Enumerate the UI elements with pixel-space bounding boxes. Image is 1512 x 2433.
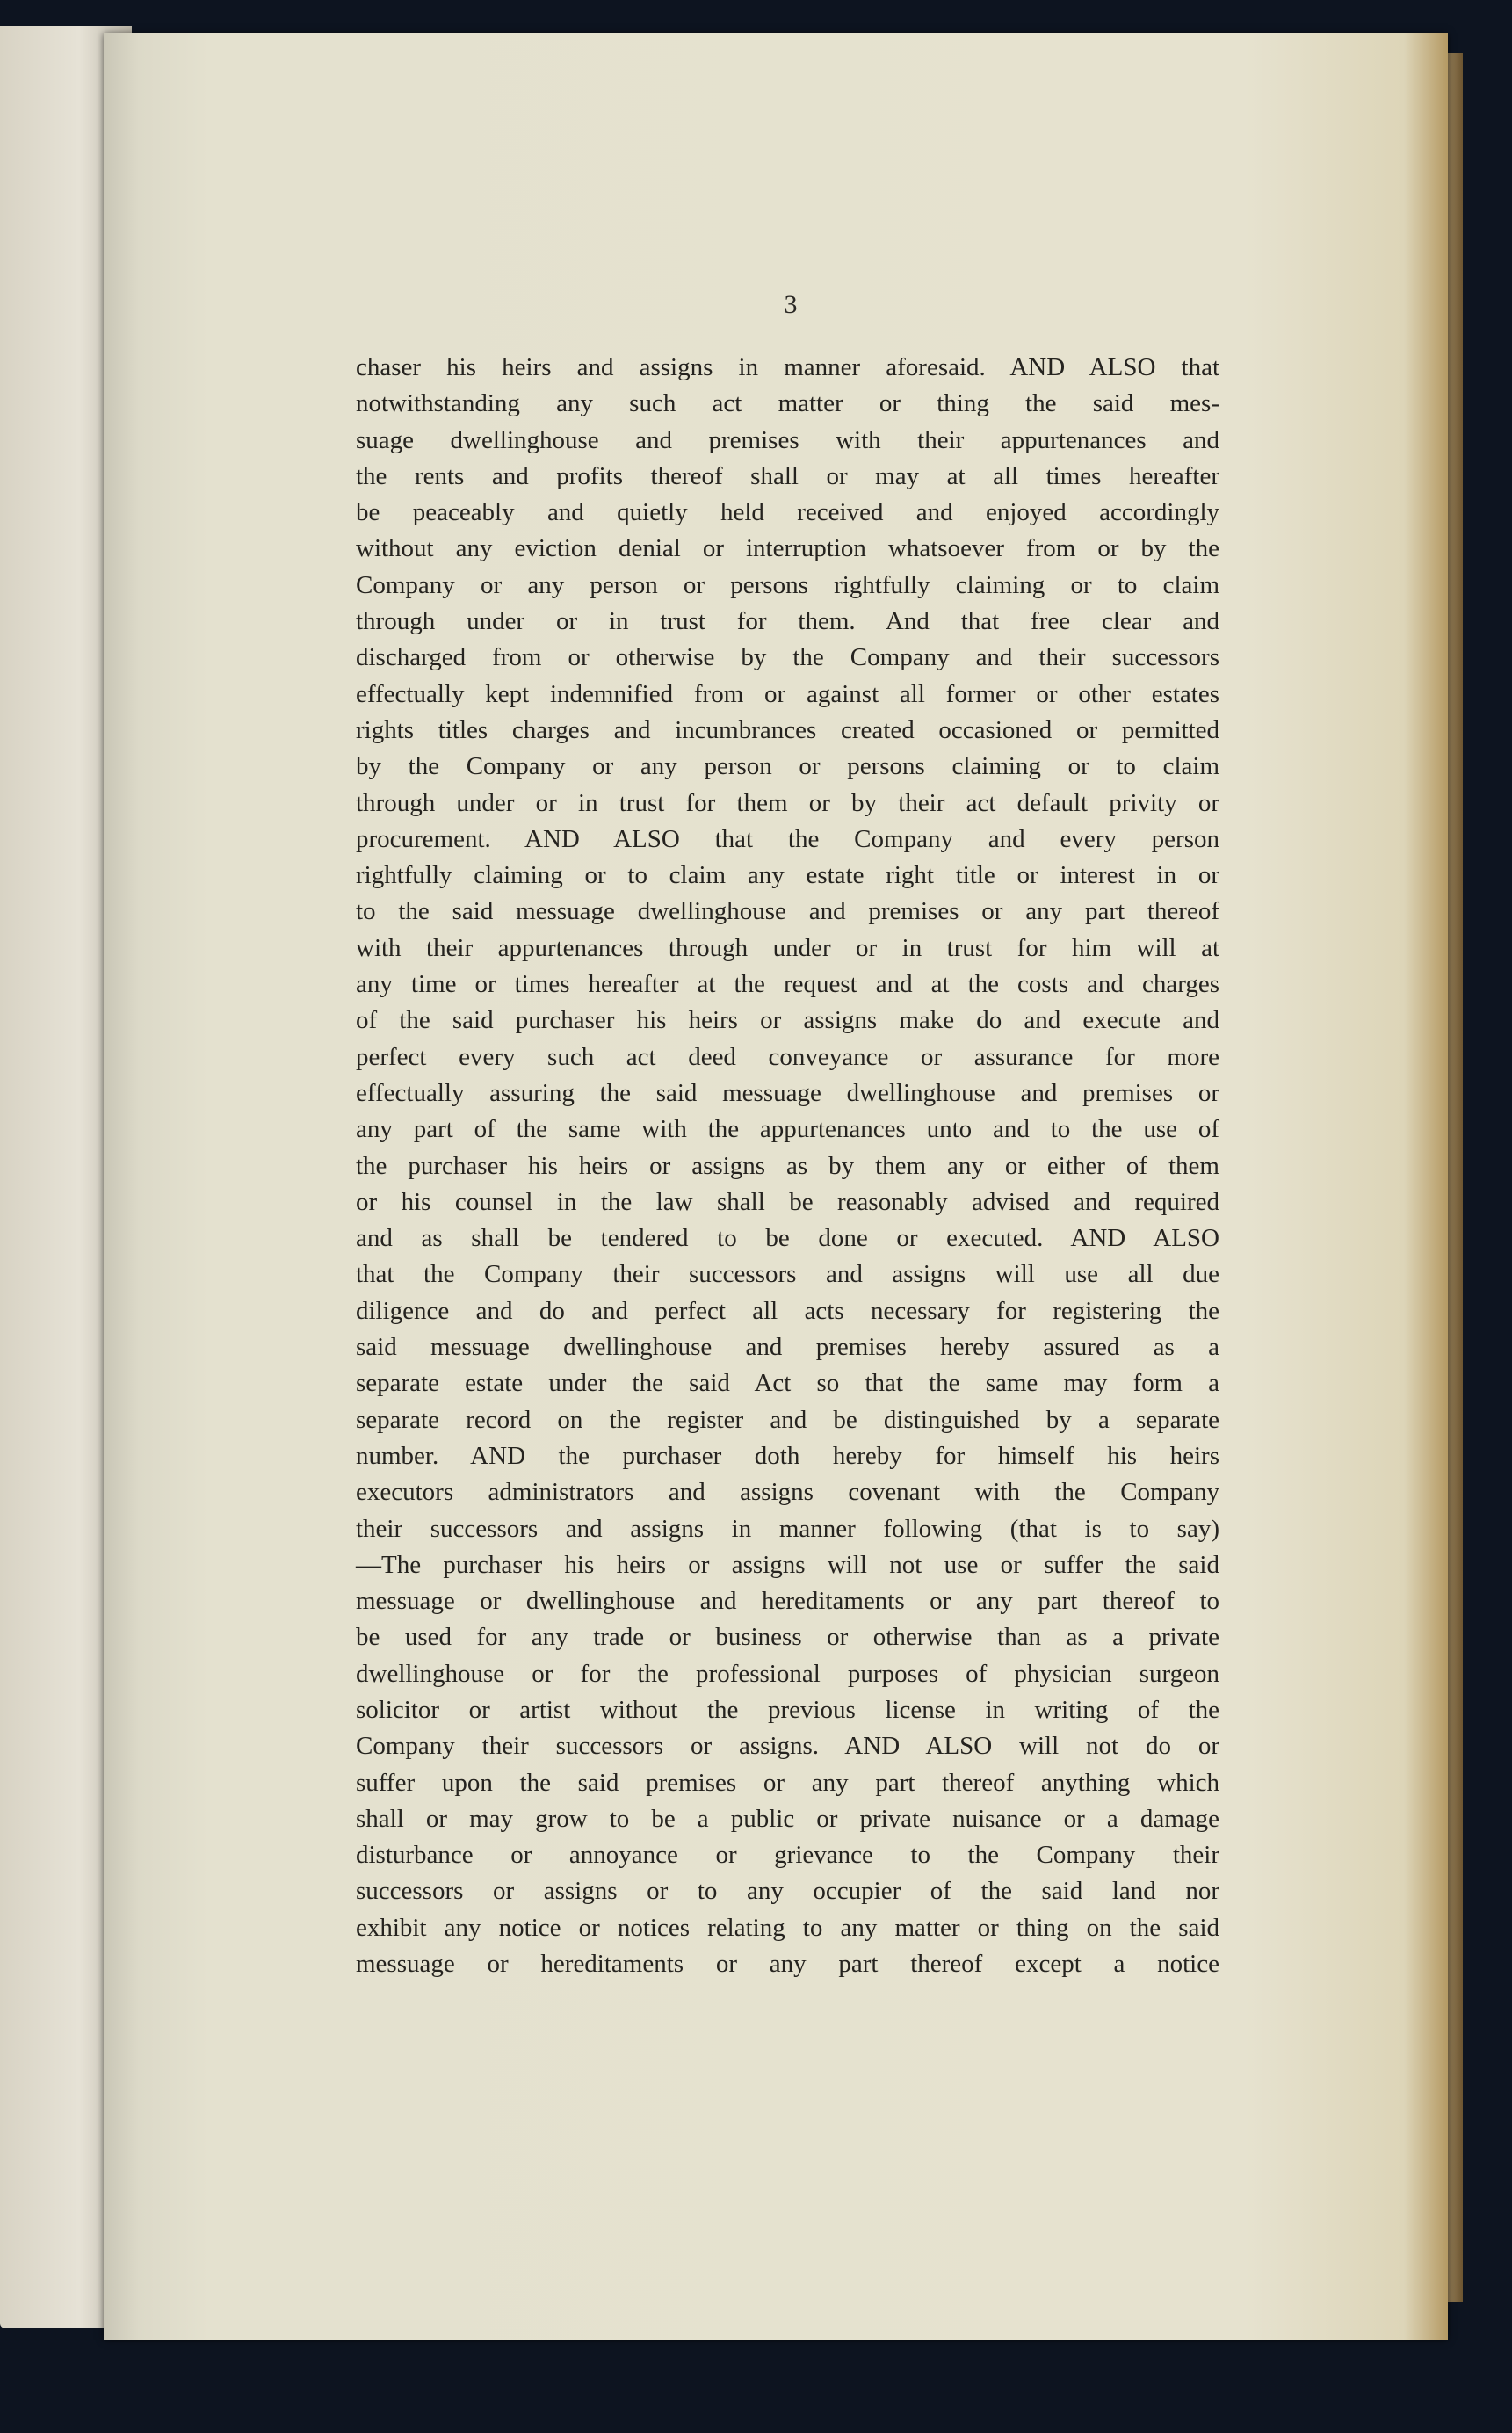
text-line: —The purchaser his heirs or assigns will not use or suffer the said	[356, 1550, 1219, 1579]
text-line: discharged from or otherwise by the Company and their successors	[356, 643, 1219, 672]
text-line: exhibit any notice or notices relating to any matter or thing on the said	[356, 1913, 1219, 1942]
text-line: of the said purchaser his heirs or assigns make do and execute and	[356, 1006, 1219, 1035]
text-line: rights titles charges and incumbrances created occasioned or permitted	[356, 715, 1219, 744]
text-line: procurement. AND ALSO that the Company and every person	[356, 824, 1219, 853]
text-line: or his counsel in the law shall be reasonably advised and required	[356, 1187, 1219, 1216]
text-line: diligence and do and perfect all acts necessary for registering the	[356, 1296, 1219, 1325]
text-line: suffer upon the said premises or any part thereof anything which	[356, 1768, 1219, 1797]
text-line: by the Company or any person or persons claiming or to claim	[356, 752, 1219, 781]
text-line: executors administrators and assigns covenant with the Company	[356, 1478, 1219, 1507]
text-line: messuage or dwellinghouse and hereditaments or any part thereof to	[356, 1587, 1219, 1616]
text-line: shall or may grow to be a public or private nuisance or a damage	[356, 1804, 1219, 1833]
text-line: perfect every such act deed conveyance or assurance for more	[356, 1042, 1219, 1071]
text-line: messuage or hereditaments or any part thereof except a notice	[356, 1950, 1219, 1979]
text-line: chaser his heirs and assigns in manner aforesaid. AND ALSO that	[356, 353, 1219, 381]
text-line: solicitor or artist without the previous license in writing of the	[356, 1695, 1219, 1724]
text-line: successors or assigns or to any occupier of the said land nor	[356, 1877, 1219, 1906]
text-line: number. AND the purchaser doth hereby for himself his heirs	[356, 1441, 1219, 1470]
text-line: and as shall be tendered to be done or executed. AND ALSO	[356, 1224, 1219, 1253]
text-line: to the said messuage dwellinghouse and premises or any part thereof	[356, 897, 1219, 926]
text-line: through under or in trust for them or by their act default privity or	[356, 788, 1219, 817]
text-line: that the Company their successors and assigns will use all due	[356, 1260, 1219, 1289]
text-line: Company or any person or persons rightfully claiming or to claim	[356, 570, 1219, 599]
text-line: be used for any trade or business or otherwise than as a private	[356, 1623, 1219, 1652]
text-line: separate record on the register and be distinguished by a separate	[356, 1405, 1219, 1434]
text-line: be peaceably and quietly held received and enjoyed accordingly	[356, 498, 1219, 527]
text-line: their successors and assigns in manner following (that is to say)	[356, 1514, 1219, 1543]
text-line: effectually kept indemnified from or against all former or other estates	[356, 679, 1219, 708]
text-line: Company their successors or assigns. AND ALSO will not do or	[356, 1732, 1219, 1761]
text-line: dwellinghouse or for the professional purposes of physician surgeon	[356, 1659, 1219, 1688]
text-line: suage dwellinghouse and premises with their appurtenances and	[356, 425, 1219, 454]
text-line: said messuage dwellinghouse and premises hereby assured as a	[356, 1333, 1219, 1362]
text-line: through under or in trust for them. And that free clear and	[356, 607, 1219, 636]
text-line: any time or times hereafter at the request and at the costs and charges	[356, 970, 1219, 999]
text-line: disturbance or annoyance or grievance to the Company their	[356, 1841, 1219, 1870]
text-line: without any eviction denial or interruption whatsoever from or by the	[356, 534, 1219, 563]
text-line: rightfully claiming or to claim any estate right title or interest in or	[356, 861, 1219, 890]
text-line: the purchaser his heirs or assigns as by them any or either of them	[356, 1151, 1219, 1180]
page-number: 3	[784, 290, 798, 319]
text-line: the rents and profits thereof shall or may at all times hereafter	[356, 461, 1219, 490]
text-line: any part of the same with the appurtenances unto and to the use of	[356, 1115, 1219, 1144]
body-text	[356, 350, 1219, 1982]
text-line: with their appurtenances through under or in trust for him will at	[356, 933, 1219, 962]
text-line: notwithstanding any such act matter or thing the said mes-	[356, 389, 1219, 418]
text-line: effectually assuring the said messuage dwellinghouse and premises or	[356, 1078, 1219, 1107]
text-line: separate estate under the said Act so that the same may form a	[356, 1369, 1219, 1398]
